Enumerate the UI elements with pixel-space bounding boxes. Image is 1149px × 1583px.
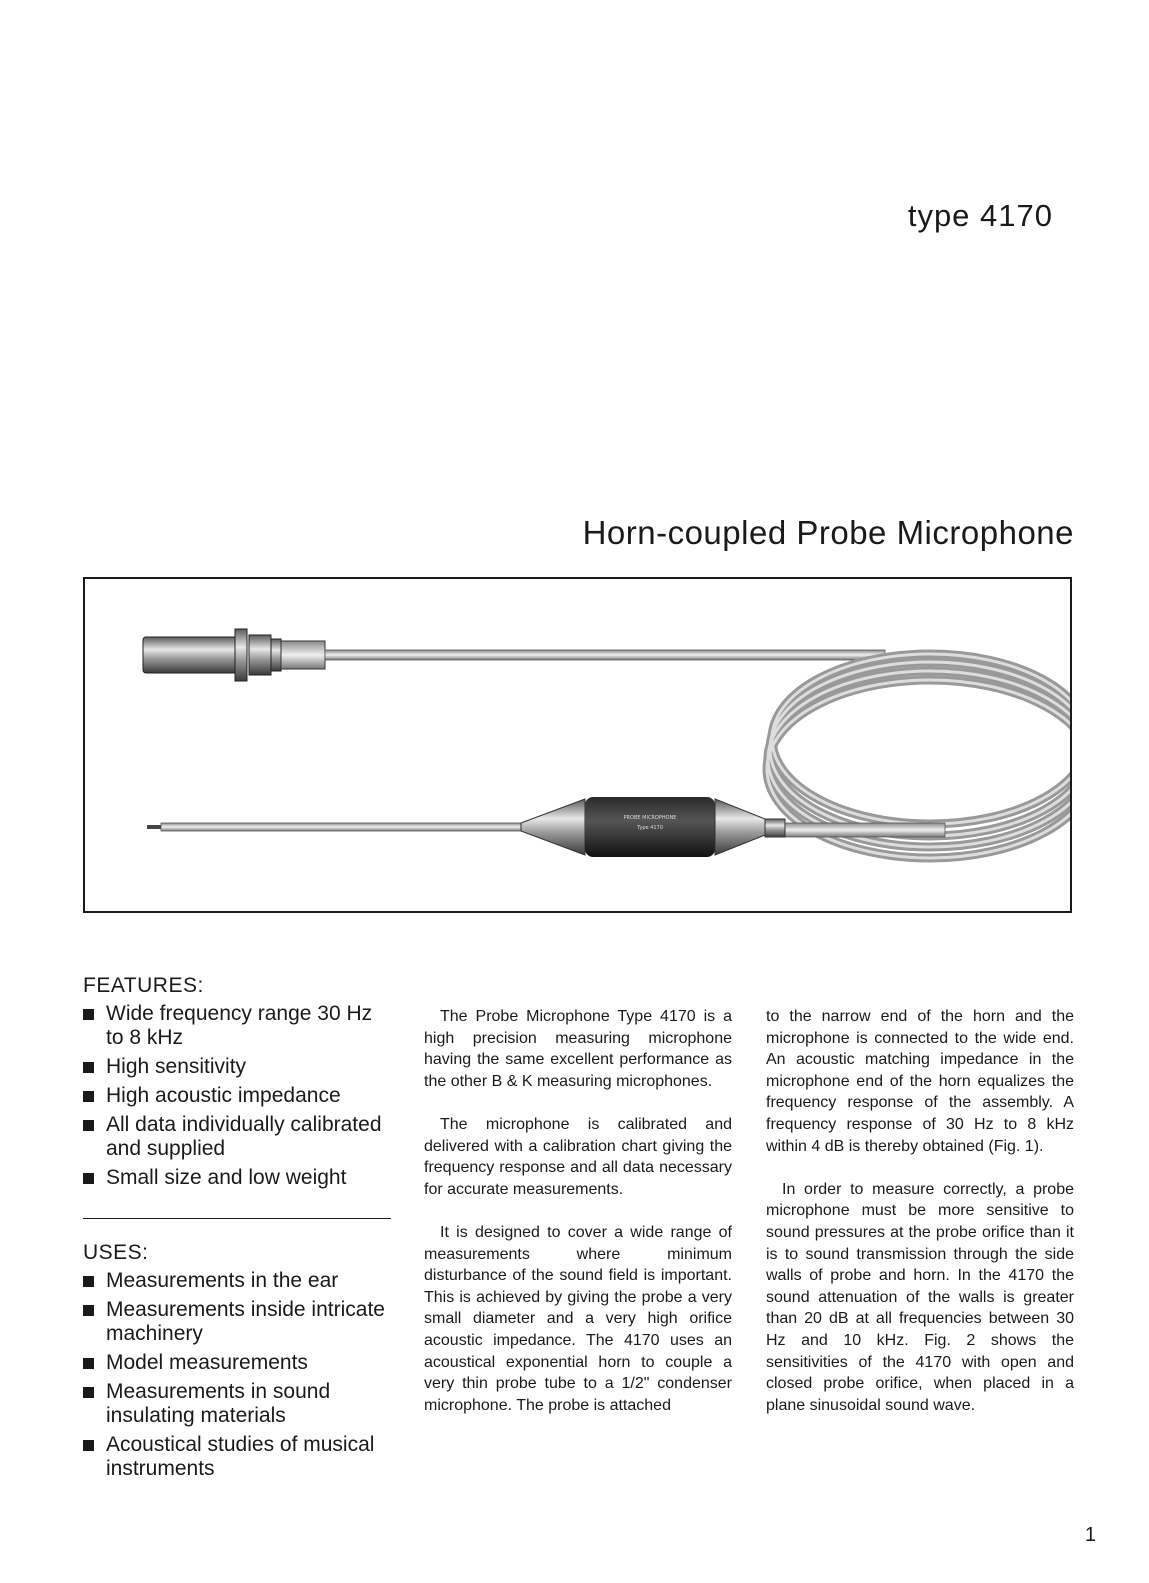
list-item: Measurements in the ear — [83, 1269, 393, 1293]
uses-heading: USES: — [83, 1241, 149, 1264]
bullet-icon — [83, 1091, 94, 1102]
body-paragraph: The microphone is calibrated and delivered with a calibration chart giving the frequency response and all data necessary for accurate measurements. — [424, 1115, 732, 1198]
product-type-label: type 4170 — [907, 198, 1053, 233]
section-divider — [83, 1218, 391, 1219]
bullet-icon — [83, 1062, 94, 1073]
bullet-icon — [83, 1387, 94, 1398]
body-paragraph: In order to measure correctly, a probe microphone must be more sensitive to sound pressures at the probe orifice than it is to sound transmission through the side walls of probe and horn. In the 4170 the sound attenuation of the walls is greater than 20 dB at all frequencies between 30 Hz and 10 kHz. Fig. 2 shows the sensitivities of the 4170 with open and closed probe orifice, when placed in a plane sinusoidal sound wave. — [766, 1180, 1074, 1414]
page-title: Horn-coupled Probe Microphone — [582, 514, 1074, 551]
body-column-middle — [424, 1006, 732, 1438]
bullet-icon — [83, 1305, 94, 1316]
bullet-icon — [83, 1009, 94, 1020]
list-item: Small size and low weight — [83, 1166, 393, 1190]
svg-text:PROBE MICROPHONE: PROBE MICROPHONE — [623, 815, 677, 821]
bullet-icon — [83, 1173, 94, 1184]
probe-microphone-illustration — [85, 579, 1070, 911]
list-item: Measurements in sound insulating materials — [83, 1380, 393, 1428]
list-item: Measurements inside intricate machinery — [83, 1298, 393, 1346]
uses-list — [83, 1269, 393, 1481]
list-item: Wide frequency range 30 Hz to 8 kHz — [83, 1002, 393, 1050]
sidebar-features-uses — [83, 974, 393, 1486]
features-heading: FEATURES: — [83, 974, 204, 997]
features-list — [83, 1002, 393, 1190]
page-number: 1 — [1084, 1524, 1096, 1546]
bullet-icon — [83, 1120, 94, 1131]
list-item: High sensitivity — [83, 1055, 393, 1079]
list-item: Acoustical studies of musical instruments — [83, 1433, 393, 1481]
list-item: Model measurements — [83, 1351, 393, 1375]
bullet-icon — [83, 1358, 94, 1369]
body-paragraph: The Probe Microphone Type 4170 is a high precision measuring microphone having the same excellent performance as the other B & K measuring microphones. — [424, 1008, 732, 1090]
body-paragraph: to the narrow end of the horn and the microphone is connected to the wide end. An acoustic matching impedance in the microphone end of the horn equalizes the frequency response of the assembly. A frequency response of 30 Hz to 8 kHz within 4 dB is thereby obtained (Fig. 1). — [766, 1008, 1074, 1155]
bullet-icon — [83, 1440, 94, 1451]
list-item: All data individually calibrated and supplied — [83, 1113, 393, 1161]
body-column-right — [766, 1006, 1074, 1438]
list-item: High acoustic impedance — [83, 1084, 393, 1108]
svg-text:Type 4170: Type 4170 — [637, 825, 663, 831]
bullet-icon — [83, 1276, 94, 1287]
body-paragraph: It is designed to cover a wide range of measurements where minimum disturbance of the sound field is important. This is achieved by giving the probe a very small diameter and a very high orifice acoustic impedance. The 4170 uses an acoustical exponential horn to couple a very thin probe tube to a 1/2" condenser microphone. The probe is attached — [424, 1223, 732, 1414]
product-photo — [83, 577, 1072, 913]
